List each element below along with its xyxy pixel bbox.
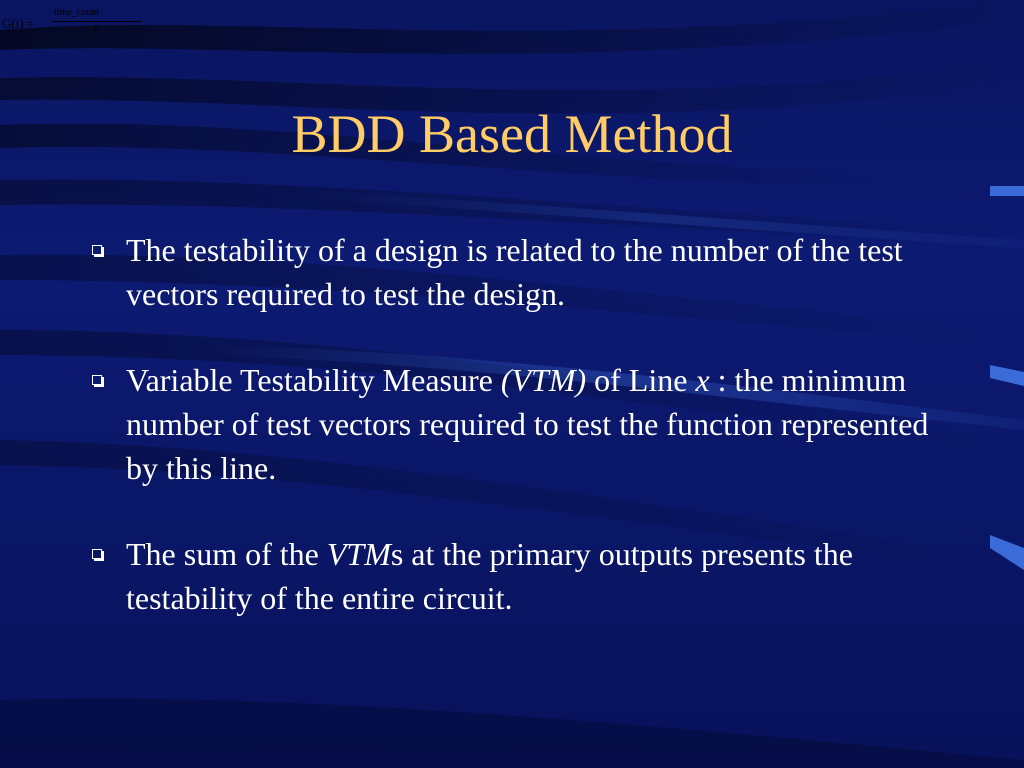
bullet-text-part: of Line: [586, 362, 696, 398]
formula-numerator: time_count: [54, 7, 99, 18]
bullet-item: [90, 358, 950, 490]
formula-fraction-bar: [52, 21, 142, 22]
bullet-text-part: Variable Testability Measure: [126, 362, 501, 398]
bullet-text-part: The sum of the: [126, 536, 327, 572]
bullet-italic-term: (VTM): [500, 362, 587, 398]
checkbox-bullet-icon: [92, 245, 102, 255]
corner-formula: [2, 4, 152, 40]
slide-title: BDD Based Method: [291, 104, 733, 164]
checkbox-bullet-icon: [92, 375, 102, 385]
checkbox-bullet-icon: [92, 549, 102, 559]
bullet-text: The testability of a design is related to the number of the test vectors required to test the design.: [126, 232, 903, 312]
formula-denominator: V: [92, 24, 99, 36]
bullet-italic-term: VTM: [326, 536, 391, 572]
bullet-italic-variable: x: [695, 362, 710, 398]
bullet-text-part: s at the primary outputs presents the testability of the entire circuit.: [126, 536, 853, 616]
formula-lhs: G(t) =: [2, 16, 35, 31]
bullet-item: [90, 532, 950, 620]
bullet-item: [90, 228, 950, 316]
bullet-list: [90, 228, 950, 662]
bullet-text-part: : the minimum number of test vectors required to test the function represented by this line.: [126, 362, 929, 486]
